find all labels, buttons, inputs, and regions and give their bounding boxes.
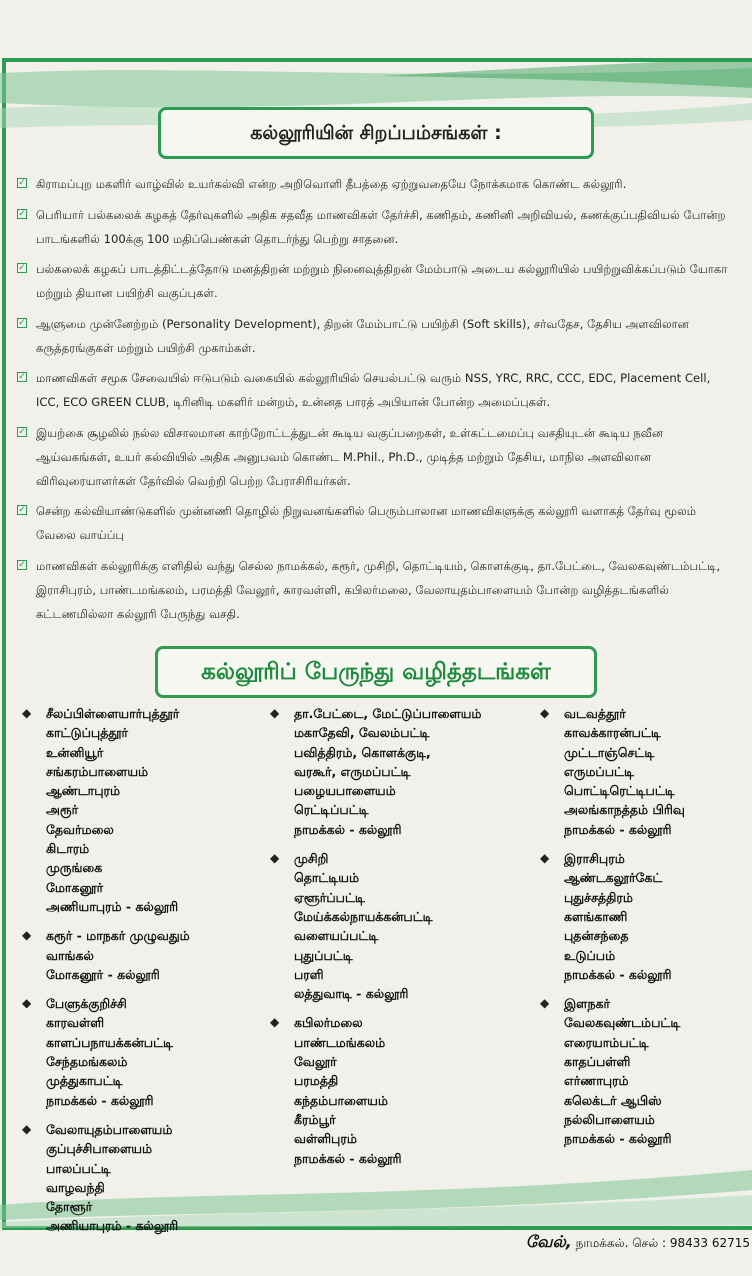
footer-text: நாமக்கல். செல் : 98433 62715 [571, 1236, 750, 1250]
feature-item [14, 172, 734, 196]
route-stop: மேய்க்கல்நாயக்கன்பட்டி [294, 908, 433, 924]
route-group [270, 849, 525, 1003]
route-group [270, 1013, 525, 1167]
route-stop: உடுப்பம் [564, 947, 616, 963]
route-stop: பாலப்பட்டி [46, 1160, 111, 1176]
route-stop: நாமக்கல் - கல்லூரி [564, 821, 672, 837]
feature-text: பல்கலைக் கழகப் பாடத்திட்டத்தோடு மனத்திறன் மற்றும் நினைவுத்திறன் மேம்பாடு அடைய கல்லூரியில் பயிற்றுவிக்கப்படும் யோகா மற்றும் தியான பயிற்சி வகுப்புகள். [36, 262, 728, 300]
feature-item [14, 203, 734, 251]
route-stop: வாழவந்தி [46, 1179, 105, 1195]
route-group [22, 926, 262, 984]
route-stop: பவித்திரம், கொளக்குடி, [294, 744, 431, 760]
route-stop: வரகூர், எருமப்பட்டி [294, 763, 411, 779]
diamond-icon: ◆ [22, 928, 32, 943]
route-group [540, 994, 740, 1148]
route-stop: காட்டுப்புத்தூர் [46, 725, 129, 741]
route-stop: கபிலர்மலை [294, 1015, 363, 1031]
feature-item [14, 257, 734, 305]
route-stop: நாமக்கல் - கல்லூரி [46, 1092, 154, 1108]
feature-item [14, 554, 734, 626]
route-stop: காவக்காரன்பட்டி [564, 725, 661, 741]
route-group [22, 994, 262, 1110]
route-stop: தேவர்மலை [46, 821, 114, 837]
diamond-icon: ◆ [270, 1015, 280, 1030]
diamond-icon: ◆ [270, 706, 280, 720]
route-stop: எருமப்பட்டி [564, 763, 634, 779]
routes-column-2 [270, 704, 525, 1178]
feature-text: கிராமப்புற மகளிர் வாழ்வில் உயர்கல்வி என்ற அறிவொளி தீபத்தை ஏற்றுவதையே நோக்கமாக கொண்ட கல்லூரி. [36, 177, 627, 191]
feature-item [14, 366, 734, 414]
route-stop: நாமக்கல் - கல்லூரி [564, 1131, 672, 1147]
route-stop: தா.பேட்டை, மேட்டுப்பாளையம் [294, 706, 482, 721]
diamond-icon: ◆ [270, 851, 280, 866]
route-stop: பொட்டிரெட்டிபட்டி [564, 783, 675, 799]
diamond-icon: ◆ [540, 851, 550, 866]
route-stop: மோகனூர் [46, 879, 104, 895]
feature-item [14, 499, 734, 547]
checkbox-icon: ✓ [18, 263, 26, 273]
route-stop: பரளி [294, 966, 324, 982]
route-stop: கந்தம்பாளையம் [294, 1092, 388, 1108]
route-stop: களங்காணி [564, 908, 628, 924]
route-stop: பேளுக்குறிச்சி [46, 996, 127, 1012]
route-stop: முருங்கை [46, 860, 103, 876]
feature-text: ஆளுமை முன்னேற்றம் (Personality Development), திறன் மேம்பாட்டு பயிற்சி (Soft skills), சர்வதேச, தேசிய அளவிலான கருத்தரங்குகள் மற்றும் பயிற்சி முகாம்கள். [36, 316, 689, 355]
route-stop: வேலூர் [294, 1054, 337, 1070]
route-stop: அணியாபுரம் - கல்லூரி [46, 898, 179, 914]
route-stop: இராசிபுரம் [564, 851, 625, 867]
route-stop: வள்ளிபுரம் [294, 1131, 357, 1147]
route-stop: அலங்காநத்தம் பிரிவு [564, 802, 685, 818]
route-stop: தொட்டியம் [294, 870, 360, 886]
checkbox-icon: ✓ [18, 208, 26, 219]
feature-text: இயற்கை சூழலில் நல்ல விசாலமான காற்றோட்டத்துடன் கூடிய வகுப்பறைகள், உள்கட்டமைப்பு வசதியுடன் கூடிய நவீன ஆய்வகங்கள், உயர் கல்வியில் அதிக அனுபவம் கொண்ட M.Phil., Ph.D., முடித்த மற்றும் தேசிய, மாநில அளவிலான விரிவுரையாளர்கள் தேர்வில் வெற்றி பெற்ற பேராசிரியர்கள். [36, 425, 664, 488]
route-stop: தோளூர் [46, 1199, 93, 1215]
route-group [540, 704, 740, 839]
route-stop: ஆண்டகலூர்கேட் [564, 870, 663, 886]
route-stop: புதுச்சத்திரம் [564, 889, 633, 905]
route-stop: புதுப்பட்டி [294, 947, 353, 963]
diamond-icon: ◆ [22, 706, 32, 720]
checkbox-icon: ✓ [18, 372, 26, 382]
route-stop: சேந்தமங்கலம் [46, 1054, 128, 1070]
route-stop: வளையப்பட்டி [294, 928, 379, 944]
route-stop: கீரம்பூர் [294, 1111, 336, 1127]
route-stop: காளப்பநாயக்கன்பட்டி [46, 1034, 173, 1050]
route-group [270, 704, 525, 839]
diamond-icon: ◆ [22, 1121, 32, 1136]
route-group [22, 704, 262, 916]
checkbox-icon: ✓ [18, 505, 26, 515]
features-section-title: கல்லூரியின் சிறப்பம்சங்கள் : [158, 107, 594, 159]
route-stop: நாமக்கல் - கல்லூரி [294, 1150, 402, 1166]
feature-item [14, 312, 734, 360]
route-stop: ரெட்டிப்பட்டி [294, 802, 369, 818]
route-stop: ஆண்டாபுரம் [46, 783, 121, 799]
route-stop: எரையாம்பட்டி [564, 1034, 649, 1050]
route-stop: கிடாரம் [46, 841, 90, 857]
route-stop: முத்துகாபட்டி [46, 1073, 123, 1089]
diamond-icon: ◆ [22, 996, 32, 1011]
route-stop: லத்துவாடி - கல்லூரி [294, 986, 409, 1002]
checkbox-icon: ✓ [18, 559, 26, 570]
route-stop: பழையபாளையம் [294, 783, 396, 799]
route-stop: மகாதேவி, வேலம்பட்டி [294, 725, 430, 741]
feature-text: சென்ற கல்வியாண்டுகளில் முன்னணி தொழில் நிறுவனங்களில் பெரும்பாலான மாணவிகளுக்கு கல்லூரி வளாகத் தேர்வு மூலம் வேலை வாய்ப்பு [36, 504, 697, 542]
route-stop: குப்புச்சிபாளையம் [46, 1141, 153, 1157]
route-stop: வாங்கல் [46, 947, 94, 963]
bus-routes [0, 704, 752, 1234]
feature-item [14, 421, 734, 493]
diamond-icon: ◆ [540, 706, 550, 720]
route-stop: காரவள்ளி [46, 1015, 105, 1031]
footer-contact [526, 1232, 750, 1253]
route-stop: உன்னியூர் [46, 744, 104, 760]
route-stop: பாண்டமங்கலம் [294, 1034, 386, 1050]
feature-text: மாணவிகள் சமூக சேவையில் ஈடுபடும் வகையில் கல்லூரியில் செயல்பட்டு வரும் NSS, YRC, RRC, CCC, EDC, Placement Cell, ICC, ECO GREEN CLUB, டிரினிடி மகளிர் மன்றம், உன்னத பாரத் அபியான் போன்ற அமைப்புகள். [36, 371, 711, 409]
route-stop: புதன்சந்தை [564, 928, 629, 944]
route-stop: நாமக்கல் - கல்லூரி [294, 821, 402, 837]
routes-column-3 [540, 704, 740, 1159]
route-stop: ஏளூர்ப்பட்டி [294, 889, 365, 905]
route-stop: பரமத்தி [294, 1073, 339, 1089]
footer-brand: வேல், [525, 1232, 572, 1251]
route-stop: நல்லிபாளையம் [564, 1111, 655, 1127]
route-stop: கரூர் - மாநகர் முழுவதும் [46, 928, 190, 944]
diamond-icon: ◆ [540, 996, 550, 1011]
route-group [540, 849, 740, 984]
route-stop: சங்கரம்பாளையம் [46, 763, 149, 779]
checkbox-icon: ✓ [18, 317, 26, 328]
routes-column-1 [22, 704, 262, 1246]
route-stop: மோகனூர் - கல்லூரி [46, 966, 160, 982]
route-stop: வடவத்தூர் [564, 706, 626, 721]
route-stop: காதப்பள்ளி [564, 1054, 631, 1070]
route-stop: அணியாபுரம் - கல்லூரி [46, 1218, 179, 1234]
features-list [14, 172, 734, 632]
route-stop: முட்டாஞ்செட்டி [564, 744, 655, 760]
route-stop: கலெக்டர் ஆபிஸ் [564, 1092, 662, 1108]
checkbox-icon: ✓ [18, 426, 26, 437]
route-stop: அரூர் [46, 802, 79, 818]
route-stop: வேலாயுதம்பாளையம் [46, 1121, 173, 1137]
feature-text: மாணவிகள் கல்லூரிக்கு எளிதில் வந்து செல்ல நாமக்கல், கரூர், முசிறி, தொட்டியம், கொளக்குடி, தா.பேட்டை, வேலகவுண்டம்பட்டி, இராசிபுரம், பாண்டமங்கலம், பரமத்தி வேலூர், காரவள்ளி, கபிலர்மலை, வேலாயுதம்பாளையம் போன்ற வழித்தடங்களில் கட்டணமில்லா கல்லூரி பேருந்து வசதி. [36, 558, 721, 621]
feature-text: பெரியார் பல்கலைக் கழகத் தேர்வுகளில் அதிக சதவீத மாணவிகள் தேர்ச்சி, கணிதம், கணினி அறிவியல், கணக்குப்பதிவியல் போன்ற பாடங்களில் 100க்கு 100 மதிப்பெண்கள் தொடர்ந்து பெற்று சாதனை. [36, 207, 726, 246]
route-stop: நாமக்கல் - கல்லூரி [564, 966, 672, 982]
route-stop: வேலகவுண்டம்பட்டி [564, 1015, 681, 1031]
routes-section-title: கல்லூரிப் பேருந்து வழித்தடங்கள் [155, 646, 597, 698]
checkbox-icon: ✓ [18, 178, 26, 188]
route-group [22, 1120, 262, 1236]
route-stop: முசிறி [294, 851, 329, 867]
route-stop: சீலப்பிள்ளையார்புத்தூர் [46, 706, 180, 721]
route-stop: எர்ணாபுரம் [564, 1073, 629, 1089]
route-stop: இளநகர் [564, 996, 610, 1012]
